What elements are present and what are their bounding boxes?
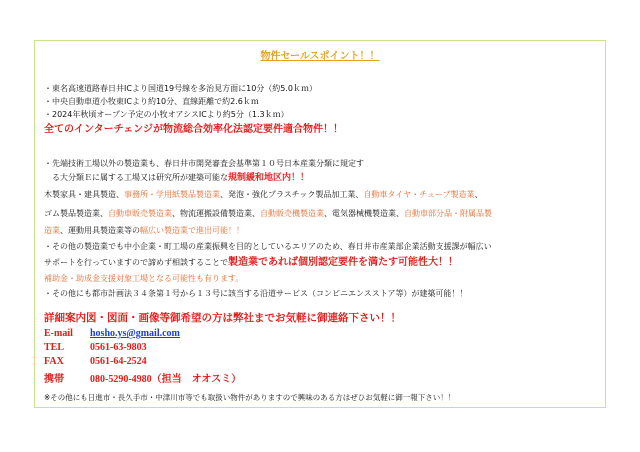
inquiry-heading: 詳細案内図・図面・画像等御希望の方は弊社までお気軽に御連絡下さい！！	[44, 312, 401, 324]
tel-value: 0561-63-9803	[90, 342, 147, 353]
industry-text: 、発泡・強化プラスチック製品加工業、	[220, 190, 364, 199]
support-line-4: ・その他にも都市計画法３４条第１号から１３号に該当する沿道サービス（コンビニエンスストア等）が建築可能！！	[44, 289, 468, 298]
email-link[interactable]: hosho.ys@gmail.com	[90, 328, 180, 339]
contact-label: 携帯	[44, 374, 64, 385]
support-text: サポートを行っていますので諦めず相談することで	[44, 258, 228, 267]
industry-highlight: 自動販売機製造業	[260, 209, 324, 218]
footer-note: ※その他にも日進市・長久手市・中津川市等でも取扱い物件がありますので興味のある方はぜひお気軽に御一報下さい！！	[44, 393, 456, 402]
industry-line-2	[44, 208, 492, 219]
support-line-3: 補助金・助成金支援対象工場となる可能性も有ります。	[44, 274, 244, 283]
access-line-3: ・2024年秋頃オープン予定の小牧オアシスICより約5分（1.3ｋｍ）	[44, 110, 289, 119]
mobile-value: 080-5290-4980（担当 オオスミ）	[90, 374, 242, 385]
support-highlight: 製造業であれば個別認定要件を満たす可能性大！！	[228, 257, 458, 268]
page-title: 物件セールスポイント！！	[260, 51, 380, 62]
contact-label: E-mail	[44, 328, 73, 339]
industry-line-3	[44, 225, 244, 236]
contact-fax-row	[44, 356, 444, 369]
industry-text: 、電気器械機製造業、	[324, 209, 404, 218]
support-line-1: ・その他の製造業でも中小企業・町工場の産業振興を目的としているエリアのため、春日井市産業部企業活動支援課が幅広い	[44, 242, 492, 251]
contact-label: TEL	[44, 342, 65, 353]
access-line-1: ・東名高速道路春日井ICより国道19号線を多治見方面に10分（約5.0ｋｍ）	[44, 84, 318, 93]
fax-value: 0561-64-2524	[90, 356, 147, 367]
industry-highlight: 自動車販売製造業	[108, 209, 172, 218]
industry-highlight: 幅広い製造業で進出可能！！	[140, 226, 244, 235]
zoning-text: る大分類Ｅに属する工場又は研究所が建築可能な	[44, 173, 228, 182]
industry-highlight: 造業	[44, 226, 60, 235]
industry-text: 、運動用具製造業等の	[60, 226, 140, 235]
industry-line-1	[44, 189, 483, 200]
contact-label: FAX	[44, 356, 64, 367]
access-line-2: ・中央自動車道小牧東ICより約10分、直線距離で約2.6ｋｍ	[44, 97, 259, 106]
contact-email-row	[44, 328, 444, 341]
industry-text: 、	[474, 190, 483, 199]
zoning-line-2	[44, 172, 309, 184]
industry-highlight: 自動車部分品・附属品製	[404, 209, 492, 218]
contact-mobile-row	[44, 374, 444, 387]
support-line-2	[44, 257, 458, 268]
contact-tel-row	[44, 342, 444, 355]
industry-text: ゴム製品製造業、	[44, 209, 108, 218]
interchange-note: 全てのインターチェンジが物流総合効率化法認定要件適合物件！！	[44, 124, 344, 135]
industry-text: 木製家具・建具製造、	[44, 190, 124, 199]
zoning-highlight: 規制緩和地区内！！	[228, 173, 310, 183]
industry-highlight: 自動車タイヤ・チューブ製造業	[363, 190, 475, 199]
industry-text: 、物流運搬設備製造業、	[172, 209, 260, 218]
industry-highlight: 事務所・学用紙製品製造業	[124, 190, 220, 199]
zoning-line-1: ・先端技術工場以外の製造業も、春日井市開発審査会基準第１０号日本産業分類に規定す	[44, 159, 364, 168]
